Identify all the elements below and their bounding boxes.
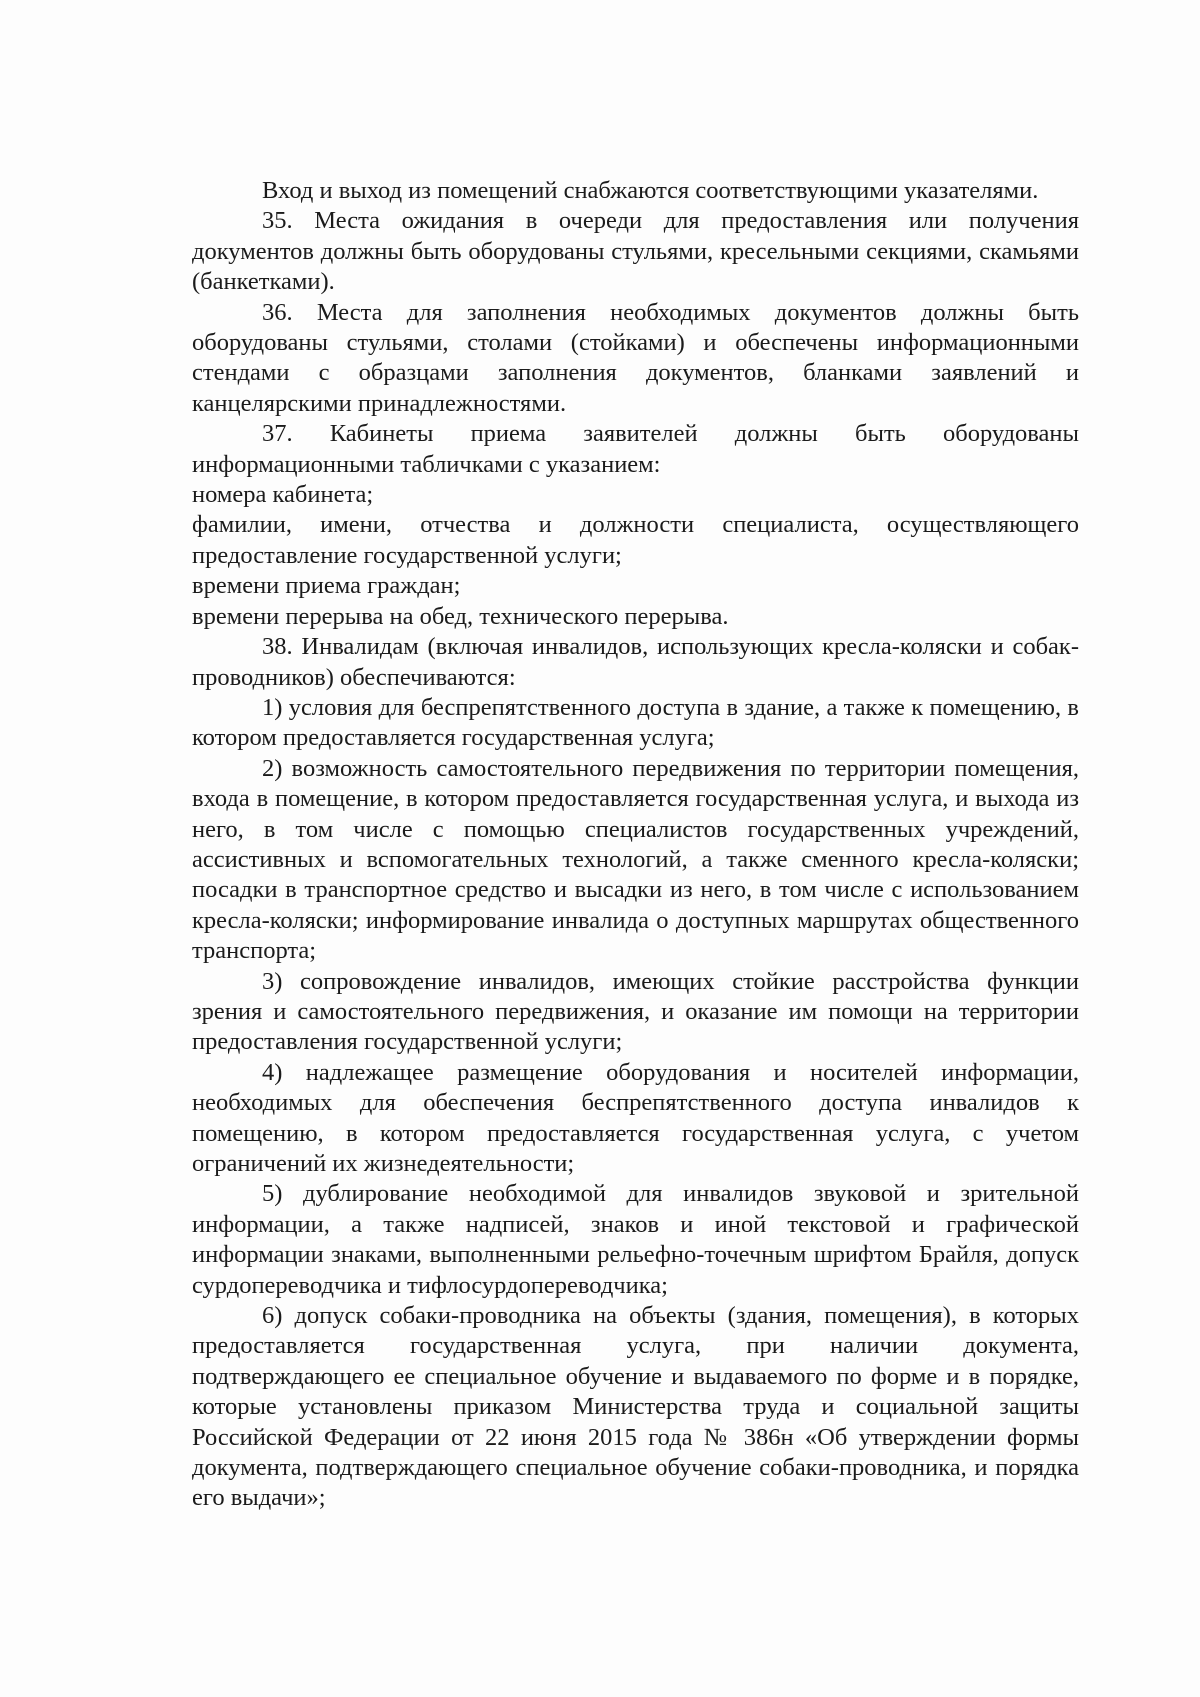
list-item-specialist-name: фамилии, имени, отчества и должности специалиста, осуществляющего предоставление государственной услуги; <box>192 511 1079 569</box>
list-item-office-number: номера кабинета; <box>192 481 374 509</box>
paragraph-35-waiting-areas: 35. Места ожидания в очереди для предоставления или получения документов должны быть оборудованы стульями, кресельными секциями, скамьями (банкетками). <box>192 207 1079 296</box>
paragraph-entrance-signs: Вход и выход из помещений снабжаются соответствующими указателями. <box>262 177 1039 204</box>
paragraph-36-document-areas: 36. Места для заполнения необходимых документов должны быть оборудованы стульями, столами (стойками) и обеспечены информационными стендами с образцами заполнения документов, бланками заявлений и канцелярскими принадлежностями. <box>192 298 1079 417</box>
list-item-1-building-access: 1) условия для беспрепятственного доступа в здание, а также к помещению, в котором предоставляется государственная услуга; <box>192 693 1079 752</box>
list-item-break-time: времени перерыва на обед, технического перерыва. <box>192 602 729 630</box>
document-body <box>192 176 1079 1514</box>
list-item-reception-hours: времени приема граждан; <box>192 572 461 600</box>
paragraph-38-disabled-access: 38. Инвалидам (включая инвалидов, использующих кресла-коляски и собак-проводников) обеспечиваются: <box>192 633 1079 691</box>
list-item-3-escort: 3) сопровождение инвалидов, имеющих стойкие расстройства функции зрения и самостоятельного передвижения, и оказание им помощи на территории предоставления государственной услуги; <box>192 967 1079 1056</box>
list-item-4-equipment-placement: 4) надлежащее размещение оборудования и носителей информации, необходимых для обеспечения беспрепятственного доступа инвалидов к помещению, в котором предоставляется государственная услуга, с учетом ограничений их жизнедеятельности; <box>192 1058 1079 1177</box>
list-item-6-guide-dog-admission: 6) допуск собаки-проводника на объекты (здания, помещения), в которых предоставляется государственная услуга, при наличии документа, подтверждающего ее специальное обучение и выдаваемого по форме и в порядке, которые установлены приказом Министерства труда и социальной защиты Российской Федерации от 22 июня 2015 года № 386н «Об утверждении формы документа, подтверждающего специальное обучение собаки-проводника, и порядка его выдачи»; <box>192 1302 1079 1512</box>
paragraph-37-reception-offices: 37. Кабинеты приема заявителей должны быть оборудованы информационными табличками с указанием: <box>192 420 1079 478</box>
list-item-2-independent-movement: 2) возможность самостоятельного передвижения по территории помещения, входа в помещение, в котором предоставляется государственная услуга, и выхода из него, в том числе с помощью специалистов государственных учреждений, ассистивных и вспомогательных технологий, а также сменного кресла-коляски; посадки в транспортное средство и высадки из него, в том числе с использованием кресла-коляски; информирование инвалида о доступных маршрутах общественного транспорта; <box>192 754 1079 965</box>
list-item-5-information-duplication: 5) дублирование необходимой для инвалидов звуковой и зрительной информации, а также надписей, знаков и иной текстовой и графической информации знаками, выполненными рельефно-точечным шрифтом Брайля, допуск сурдопереводчика и тифлосурдопереводчика; <box>192 1180 1079 1299</box>
